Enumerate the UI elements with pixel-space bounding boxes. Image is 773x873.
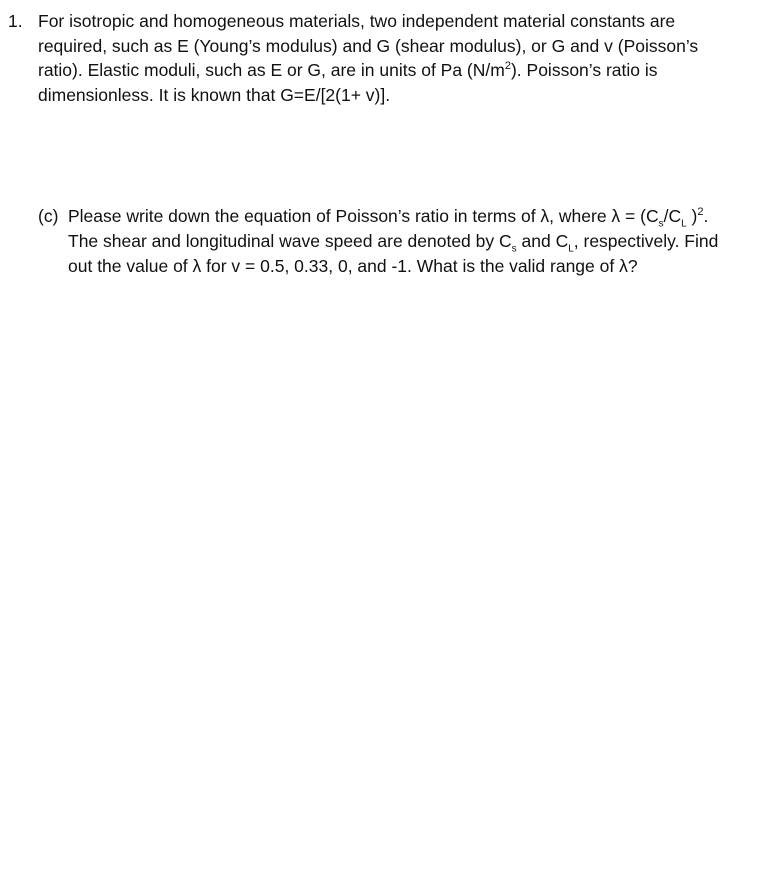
question-1-line-3	[38, 58, 763, 83]
question-1-line-2: required, such as E (Young’s modulus) and G (shear modulus), or G and v (Poisson’s	[38, 35, 699, 56]
part-c-line-1-d: .	[703, 206, 709, 226]
part-c-text	[68, 204, 768, 279]
part-c-line-3: out the value of λ for v = 0.5, 0.33, 0, and -1. What is the valid range of λ?	[68, 256, 638, 276]
subscript-s: s	[658, 218, 664, 230]
part-c-line-2	[68, 229, 768, 254]
part-c-line-2-c: , respectively. Find	[573, 231, 719, 251]
part-c-line-2-b: and C	[516, 231, 569, 251]
subscript-s: s	[511, 243, 517, 255]
question-1-line-3-end: ). Poisson’s ratio is	[510, 60, 658, 80]
part-c-line-1-c: )	[686, 206, 698, 226]
subscript-l: L	[681, 218, 687, 230]
part-c-label: (c)	[38, 206, 59, 226]
question-1-line-1: For isotropic and homogeneous materials, two independent material constants are	[38, 11, 676, 31]
question-number: 1.	[8, 11, 23, 31]
part-c-line-1	[68, 204, 768, 229]
question-1-line-3-start: ratio). Elastic moduli, such as E or G, are in units of Pa (N/m	[38, 60, 505, 80]
superscript-2: 2	[697, 206, 704, 219]
part-c-line-1-a: Please write down the equation of Poisson’s ratio in terms of λ, where λ = (C	[68, 206, 659, 226]
part-c-line-2-a: The shear and longitudinal wave speed are denoted by C	[68, 231, 512, 251]
question-1-text	[38, 9, 763, 107]
superscript-2: 2	[504, 60, 511, 73]
part-c-line-1-b: /C	[663, 206, 682, 226]
subscript-l: L	[568, 243, 574, 255]
question-1-line-4: dimensionless. It is known that G=E/[2(1+ v)].	[38, 84, 391, 105]
